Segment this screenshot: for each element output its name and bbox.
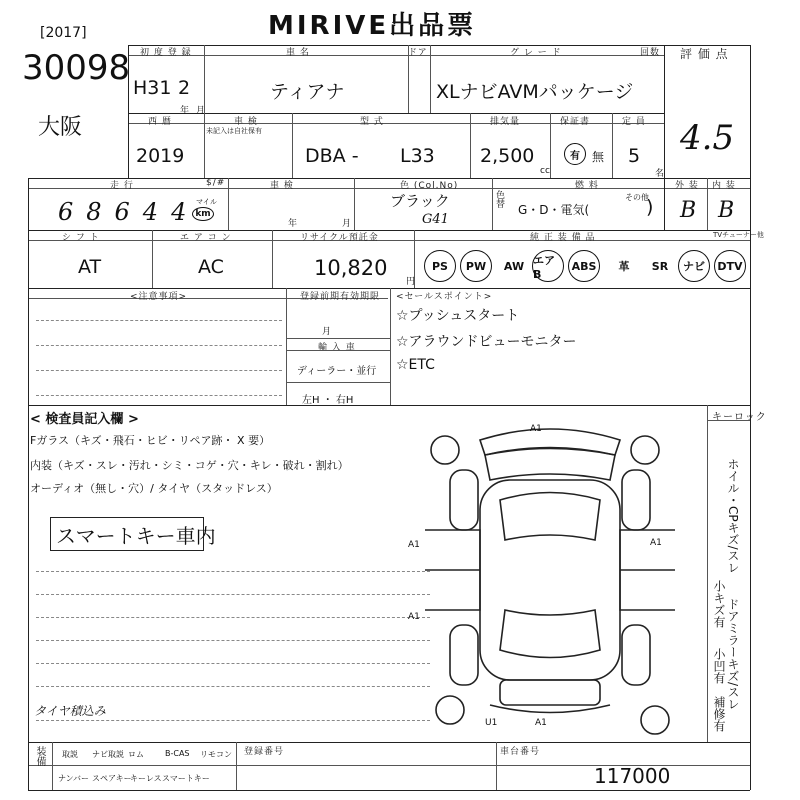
- lot-number: 30098: [22, 48, 131, 88]
- model-prefix: DBA -: [305, 145, 359, 167]
- mileage-label: 走 行: [110, 181, 134, 191]
- recycle-label: リサイクル預託金: [300, 233, 379, 243]
- grid-line: [430, 45, 431, 113]
- handle-value: 左H ・ 右H: [302, 395, 354, 406]
- audio-tire-line: オーディオ（無し・穴）/ タイヤ（スタッドレス）: [30, 482, 278, 495]
- grid-line: [28, 178, 750, 179]
- mark-a1-left: A1: [408, 540, 420, 550]
- grid-line: [286, 288, 287, 405]
- mileage-unit-mile: マイル: [196, 198, 217, 206]
- equip-item: エアB: [532, 250, 564, 282]
- grade-label: グ レ ー ド: [510, 48, 562, 58]
- fuel-close: ): [646, 196, 654, 218]
- note-dashline: [36, 370, 282, 371]
- sales-label: <セールスポイント>: [396, 292, 493, 302]
- equip-item: AW: [503, 259, 525, 273]
- color-change-label: 色替: [494, 190, 504, 208]
- inspector-dashline: [36, 617, 430, 618]
- footer-item: ナビ取説: [92, 750, 124, 759]
- shift-value: AT: [78, 256, 102, 278]
- inspector-dashline: [36, 571, 430, 572]
- fuel-label: 燃 料: [575, 181, 599, 191]
- grid-line: [152, 230, 153, 288]
- grid-line: [470, 113, 471, 178]
- color-label: 色 (Col.No): [400, 181, 459, 191]
- grid-line: [707, 178, 708, 230]
- grid-line: [286, 382, 390, 383]
- grid-line: [28, 405, 750, 406]
- grid-line: [28, 240, 750, 241]
- mark-a1-bottom: A1: [535, 718, 547, 728]
- side-note-4: 小凹有: [712, 648, 726, 684]
- repair-month: 月: [322, 327, 332, 337]
- inspector-dashline: [36, 663, 430, 664]
- year-tag: [2017]: [40, 25, 87, 41]
- equip-item: ABS: [568, 250, 600, 282]
- car-damage-diagram: [405, 410, 695, 740]
- first-reg-era: H31: [133, 77, 172, 99]
- year-label: 西 暦: [148, 117, 172, 127]
- year-value: 2019: [136, 145, 185, 167]
- inspection-note: 未記入は自社保有: [206, 127, 262, 135]
- capacity-label: 定 員: [622, 117, 646, 127]
- warranty-label: 保証書: [560, 117, 591, 127]
- sales-point-2: ☆アラウンドビューモニター: [396, 334, 577, 350]
- grid-line: [236, 742, 237, 790]
- repair-label: 登録前期有効期限: [300, 292, 381, 302]
- grid-line: [128, 45, 129, 178]
- side-note-2: 小キズ有: [712, 580, 726, 628]
- trace-label: 車 検: [270, 181, 294, 191]
- car-name-value: ティアナ: [270, 81, 345, 103]
- region: 大阪: [38, 115, 83, 140]
- equip-item: PW: [460, 250, 492, 282]
- door-label: ドア: [408, 48, 428, 58]
- model-value: L33: [400, 145, 435, 167]
- footer-item: 取説: [62, 750, 78, 759]
- car-name-label: 車 名: [286, 48, 310, 58]
- grid-line: [354, 178, 355, 230]
- handwritten-smartkey: スマートキー車内: [56, 524, 216, 548]
- shift-label: シ フ ト: [62, 233, 100, 243]
- grid-line: [28, 790, 750, 791]
- ac-label: エ ア コ ン: [180, 233, 232, 243]
- first-reg-label: 初 度 登 録: [140, 48, 192, 58]
- footer-item: ナンバー: [58, 774, 90, 783]
- registration-label: 登録番号: [244, 747, 285, 757]
- rating-score: 4.5: [680, 118, 735, 158]
- glass-line: Fガラス（キズ・飛石・ヒビ・リペア跡・ X 要）: [30, 434, 271, 447]
- equip-item: 革: [618, 260, 630, 273]
- interior-label: 内 装: [712, 181, 736, 191]
- capacity-unit: 名: [655, 169, 665, 179]
- side-note-3: ドアミラーキズ/スレ: [726, 598, 740, 711]
- fuel-value: G・D・電気(: [518, 203, 590, 217]
- footer-item: スペアキー: [92, 774, 132, 783]
- equip-item: SR: [651, 259, 669, 273]
- color-value: ブラック: [390, 192, 450, 210]
- inspector-dashline: [36, 720, 430, 721]
- equip-item: DTV: [714, 250, 746, 282]
- interior-line: 内装（キズ・スレ・汚れ・シミ・コゲ・穴・キレ・破れ・割れ）: [30, 459, 349, 472]
- sales-point-1: ☆プッシュスタート: [396, 308, 520, 324]
- grid-line: [612, 113, 613, 178]
- displacement-label: 排気量: [490, 117, 521, 127]
- interior-value: B: [718, 198, 735, 223]
- warranty-yes: 有: [564, 143, 586, 165]
- equip-item: ナビ: [678, 250, 710, 282]
- grid-line: [28, 742, 750, 743]
- side-note-5: 補修有: [712, 696, 726, 732]
- keylock-label: キーロック: [712, 412, 767, 423]
- form-title: MIRIVE出品票: [268, 11, 477, 41]
- tenkm-label: $/#: [206, 178, 226, 188]
- footer-equip-label: 装備: [34, 746, 45, 766]
- grid-line: [28, 188, 750, 189]
- tuner-label: TVチューナー他: [713, 231, 764, 239]
- inspector-dashline: [36, 686, 430, 687]
- footer-item: スマートキー: [162, 774, 210, 783]
- mark-u1: U1: [485, 718, 498, 728]
- equipment-label: 純 正 装 備 品: [530, 233, 596, 243]
- note-dashline: [36, 320, 282, 321]
- handwritten-tire: タイヤ積込み: [34, 704, 106, 718]
- chassis-label: 車台番号: [500, 747, 541, 757]
- warranty-no: 無: [592, 150, 605, 164]
- grid-line: [496, 742, 497, 790]
- chassis-value: 117000: [594, 764, 671, 788]
- recycle-unit: 円: [406, 277, 416, 287]
- note-dashline: [36, 395, 282, 396]
- fuel-other: その他: [625, 193, 649, 202]
- sales-point-3: ☆ETC: [396, 357, 435, 373]
- year-unit: 年: [180, 106, 190, 116]
- grid-line: [52, 742, 53, 790]
- mark-a1-top: A1: [530, 424, 542, 434]
- grid-line: [28, 178, 29, 790]
- inspector-dashline: [36, 640, 430, 641]
- trace-year: 年: [288, 219, 298, 229]
- month-unit: 月: [196, 106, 206, 116]
- inspector-title: < 検査員記入欄 >: [30, 412, 139, 427]
- grid-line: [492, 178, 493, 230]
- grid-line: [390, 288, 391, 405]
- displacement-value: 2,500: [480, 145, 535, 167]
- mileage-value: 68644: [58, 198, 200, 226]
- exterior-value: B: [680, 198, 697, 223]
- ac-value: AC: [198, 256, 224, 278]
- model-label: 型 式: [360, 117, 384, 127]
- grid-line: [286, 350, 390, 351]
- rating-label: 評 価 点: [680, 47, 729, 61]
- mileage-unit-km: km: [192, 207, 214, 221]
- recycle-value: 10,820: [314, 256, 388, 280]
- first-reg-month: 2: [178, 77, 191, 99]
- grid-line: [28, 230, 750, 231]
- footer-item: B-CAS: [165, 749, 190, 758]
- equip-item: PS: [424, 250, 456, 282]
- count-label: 回数: [640, 48, 661, 58]
- inspector-dashline: [36, 594, 430, 595]
- mark-a1-right: A1: [650, 538, 662, 548]
- import-value: ディーラー・並行: [297, 366, 377, 377]
- footer-item: キーレス: [130, 774, 162, 783]
- grid-line: [707, 420, 750, 421]
- grid-line: [550, 113, 551, 178]
- mark-a1-left2: A1: [408, 612, 420, 622]
- side-note-1: ホイル・CPキズ/スレ: [726, 458, 740, 574]
- grid-line: [228, 178, 229, 230]
- exterior-label: 外 装: [675, 181, 699, 191]
- caution-label: <注意事項>: [130, 292, 188, 302]
- grade-value: XLナビAVMパッケージ: [436, 81, 634, 103]
- grid-line: [128, 55, 664, 56]
- grid-line: [292, 113, 293, 178]
- inspection-label: 車 検: [234, 117, 258, 127]
- trace-month: 月: [342, 219, 352, 229]
- displacement-unit: cc: [540, 166, 550, 176]
- footer-item: ロム: [128, 750, 144, 759]
- capacity-value: 5: [628, 145, 641, 167]
- import-label: 輸 入 車: [318, 343, 356, 353]
- color-code: G41: [422, 212, 449, 227]
- note-dashline: [36, 345, 282, 346]
- footer-item: リモコン: [200, 750, 232, 759]
- grid-line: [664, 45, 665, 230]
- grid-line: [272, 230, 273, 288]
- grid-line: [286, 338, 390, 339]
- grid-line: [707, 405, 708, 742]
